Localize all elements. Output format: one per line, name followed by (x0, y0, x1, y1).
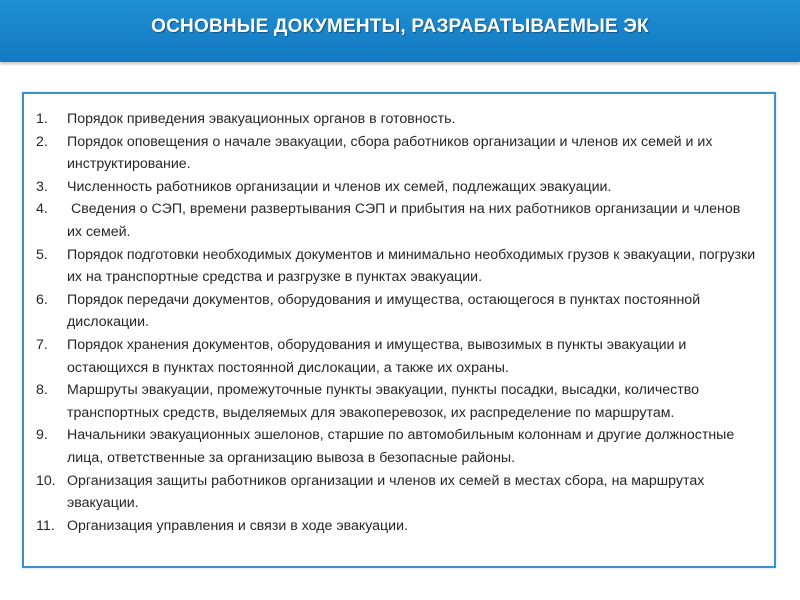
list-item (36, 515, 756, 538)
list-item-text: Порядок приведения эвакуационных органов в готовность. (67, 111, 456, 127)
list-item (36, 198, 756, 243)
list-item-text: Порядок подготовки необходимых документов и минимально необходимых грузов к эвакуации, погрузки их на транспортные средства и разгрузке в пунктах эвакуации. (67, 246, 756, 286)
list-item-number: 2. (36, 133, 48, 150)
list-item-number: 4. (36, 201, 48, 218)
list-item-text: Сведения о СЭП, времени развертывания СЭП и прибытия на них работников организации и членов их семей. (67, 201, 745, 240)
list-item (36, 108, 756, 131)
list-item-text: Порядок хранения документов, оборудования и имущества, вывозимых в пункты эвакуации и остающихся в пунктах постоянной дислокации, а также их охраны. (67, 336, 687, 376)
list-item-text: Начальники эвакуационных эшелонов, старшие по автомобильным колоннам и другие должностные лица, ответственные за организацию вывоза в безопасные районы. (67, 427, 735, 466)
list-item (36, 289, 756, 334)
list-item-number: 8. (36, 382, 48, 399)
list-item-text: Маршруты эвакуации, промежуточные пункты эвакуации, пункты посадки, высадки, количество транспортных средств, выделяемых для эвакоперевозок, их распределение по маршрутам. (67, 382, 699, 421)
document-list (24, 94, 774, 537)
list-item-number: 9. (36, 427, 48, 444)
list-item (36, 131, 756, 176)
list-item (36, 244, 756, 289)
list-item (36, 334, 756, 379)
title-banner (0, 0, 800, 62)
list-item-number: 3. (36, 178, 48, 195)
list-item-text: Порядок передачи документов, оборудования и имущества, остающегося в пунктах постоянной дислокации. (67, 291, 701, 331)
page-title: ОСНОВНЫЕ ДОКУМЕНТЫ, РАЗРАБАТЫВАЕМЫЕ ЭК (151, 16, 649, 37)
list-item-number: 1. (36, 111, 48, 127)
list-item-number: 10. (36, 472, 56, 489)
document-list-panel (22, 92, 776, 568)
list-item-number: 7. (36, 336, 48, 353)
list-item-number: 5. (36, 246, 48, 263)
list-item-number: 11. (36, 517, 55, 534)
list-item (36, 379, 756, 424)
list-item (36, 424, 756, 469)
list-item-number: 6. (36, 291, 48, 308)
list-item (36, 470, 756, 515)
list-item-text: Организация защиты работников организации и членов их семей в местах сбора, на маршрутах эвакуации. (67, 472, 705, 512)
list-item-text: Порядок оповещения о начале эвакуации, сбора работников организации и членов их семей и их инструктирование. (67, 133, 713, 173)
list-item-text: Организация управления и связи в ходе эвакуации. (67, 517, 408, 534)
list-item (36, 176, 756, 199)
list-item-text: Численность работников организации и членов их семей, подлежащих эвакуации. (67, 178, 612, 195)
